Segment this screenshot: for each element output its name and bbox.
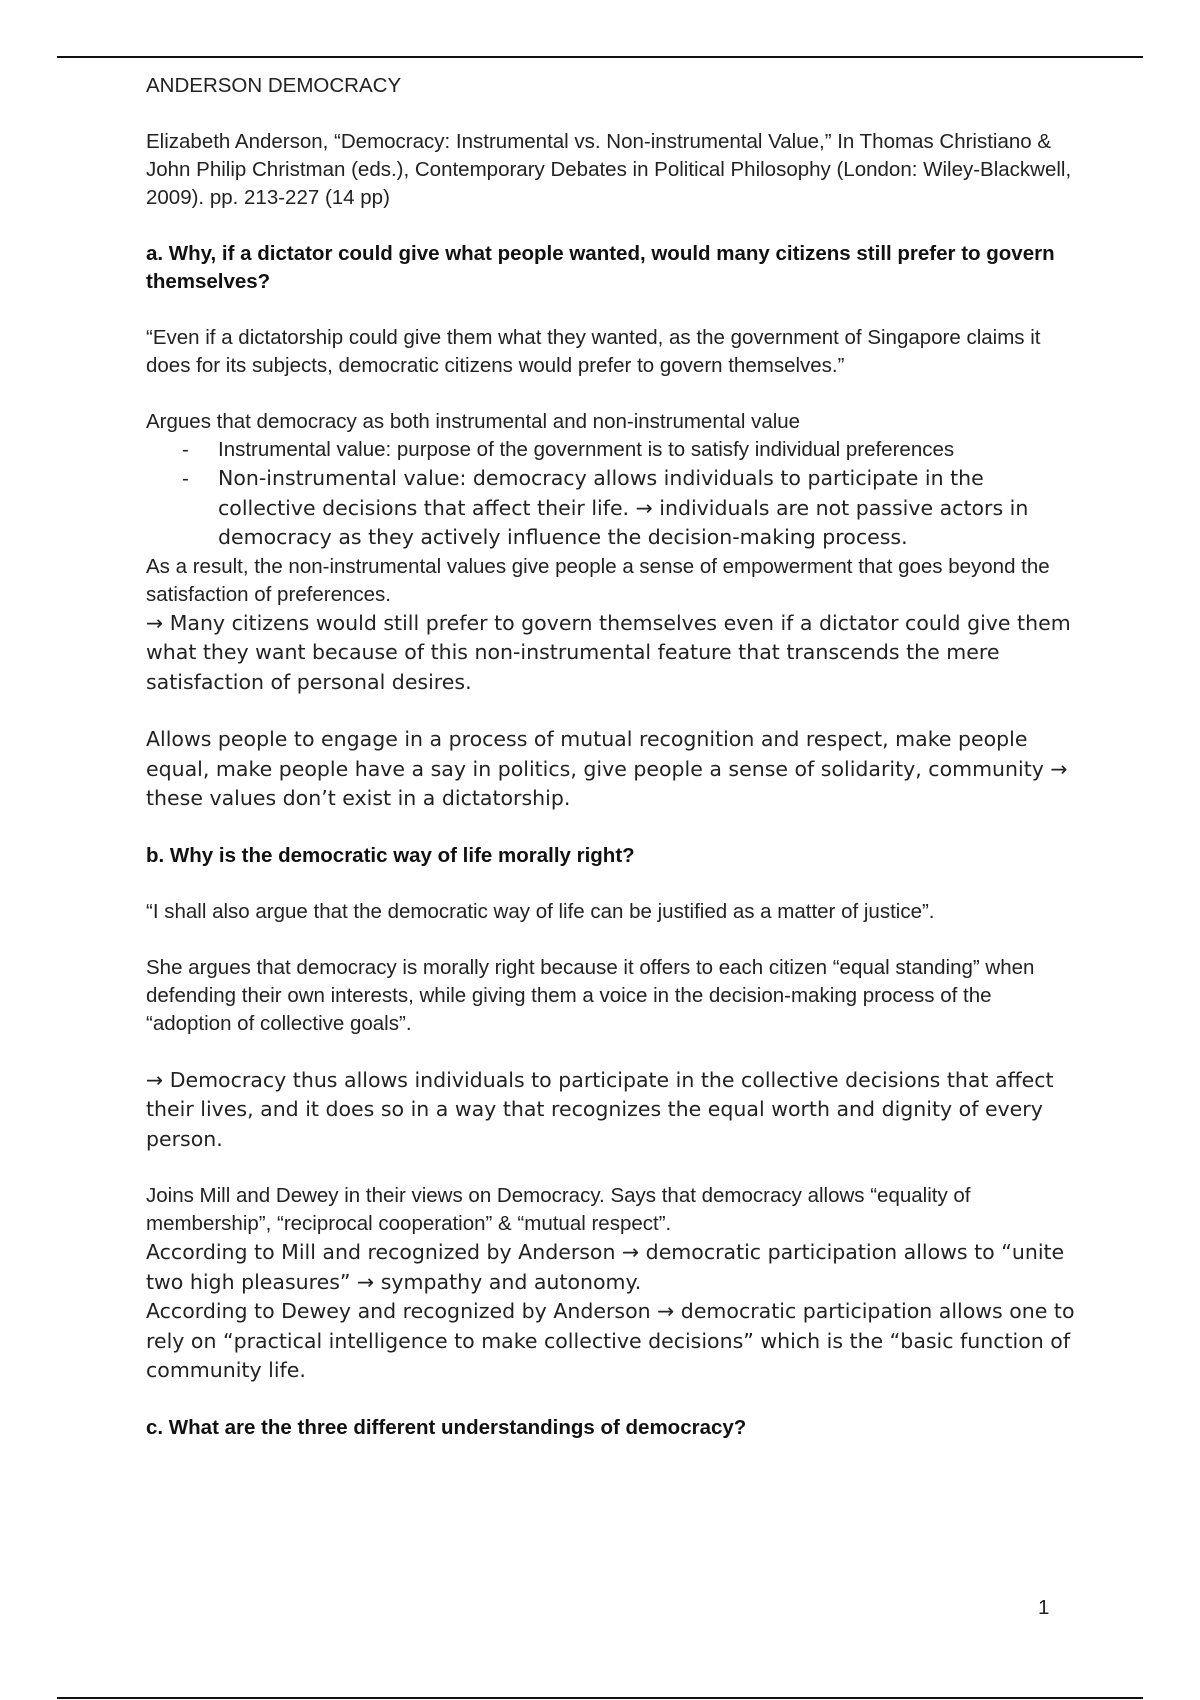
- citation: Elizabeth Anderson, “Democracy: Instrumental vs. Non-instrumental Value,” In Thomas Christiano & John Philip Christman (eds.), Contemporary Debates in Political Philosophy (London: Wiley-Blackwell, 2009). pp. 213-227 (14 pp): [146, 130, 1072, 209]
- section-b-conclusion: → Democracy thus allows individuals to participate in the collective decisions that affect their lives, and it does so in a way that recognizes the equal worth and dignity of every person.: [146, 1067, 1054, 1151]
- section-a-values: Allows people to engage in a process of mutual recognition and respect, make people equal, make people have a say in politics, give people a sense of solidarity, community → these values don’t exist in a dictatorship.: [146, 727, 1068, 810]
- list-item: - Instrumental value: purpose of the government is to satisfy individual preferences: [218, 436, 1076, 464]
- header-title: ANDERSON DEMOCRACY: [146, 74, 402, 97]
- section-b-quote: “I shall also argue that the democratic way of life can be justified as a matter of justice”.: [146, 899, 935, 923]
- section-a-conclusion: → Many citizens would still prefer to govern themselves even if a dictator could give them what they want because of this non-instrumental feature that transcends the mere satisfaction of personal desires.: [146, 610, 1071, 694]
- document-body: [146, 72, 1076, 1442]
- section-c-heading: c. What are the three different understandings of democracy?: [146, 1415, 747, 1439]
- section-a-heading: a. Why, if a dictator could give what people wanted, would many citizens still prefer to govern themselves?: [146, 242, 1055, 293]
- list-item: - Non-instrumental value: democracy allows individuals to participate in the collective decisions that affect their life. → individuals are not passive actors in democracy as they actively influence the decision-making process.: [218, 464, 1076, 553]
- top-rule: [57, 56, 1143, 58]
- section-b-argument: She argues that democracy is morally right because it offers to each citizen “equal standing” when defending their own interests, while giving them a voice in the decision-making process of the “adoption of collective goals”.: [146, 955, 1035, 1035]
- section-a-result: As a result, the non-instrumental values give people a sense of empowerment that goes beyond the satisfaction of preferences.: [146, 554, 1050, 606]
- section-b-mill-dewey: Joins Mill and Dewey in their views on Democracy. Says that democracy allows “equality of membership”, “reciprocal cooperation” & “mutual respect”.: [146, 1184, 971, 1235]
- section-b-mill: According to Mill and recognized by Anderson → democratic participation allows to “unite two high pleasures” → sympathy and autonomy.: [146, 1240, 1065, 1294]
- section-b-heading: b. Why is the democratic way of life morally right?: [146, 843, 635, 867]
- section-a-intro: Argues that democracy as both instrumental and non-instrumental value: [146, 410, 801, 433]
- value-list: [146, 436, 1076, 553]
- bottom-rule: [57, 1697, 1143, 1699]
- section-a-quote: “Even if a dictatorship could give them what they wanted, as the government of Singapore claims it does for its subjects, democratic citizens would prefer to govern themselves.”: [146, 326, 1041, 377]
- section-b-dewey: According to Dewey and recognized by Anderson → democratic participation allows one to rely on “practical intelligence to make collective decisions” which is the “basic function of community life.: [146, 1299, 1075, 1382]
- page-number: 1: [1038, 1596, 1050, 1619]
